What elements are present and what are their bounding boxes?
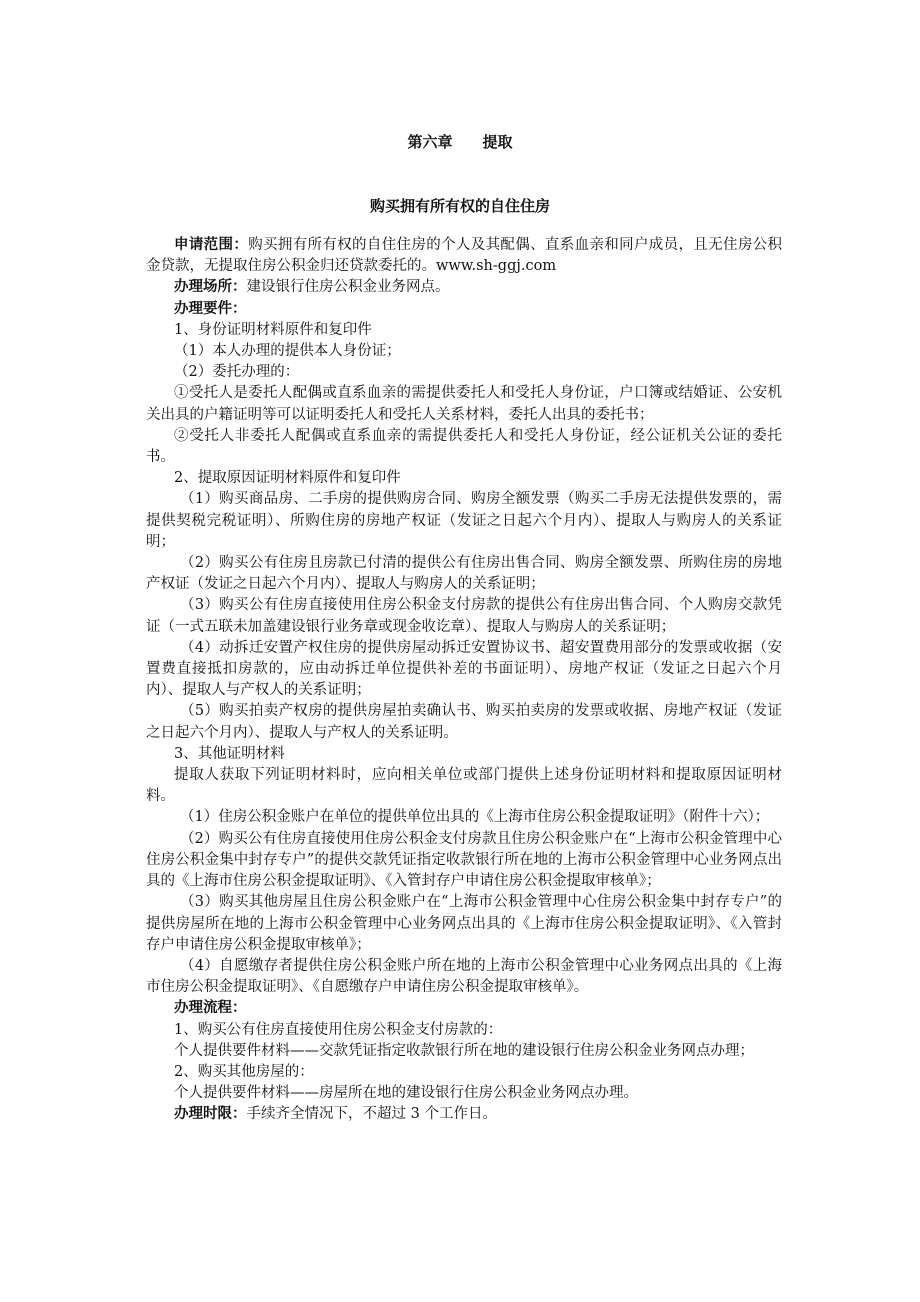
process-step2-text: 个人提供要件材料——房屋所在地的建设银行住房公积金业务网点办理。 <box>174 1085 638 1102</box>
other-item-3: （3）购买其他房屋且住房公积金账户在“上海市公积金管理中心住房公积金集中封存专户”的提供房屋所在地的上海市公积金管理中心业务网点出具的《上海市住房公积金提取证明》、《入管封存户申请住房公积金提取审核单》； <box>146 894 782 953</box>
id-entrust-b: ②受托人非委托人配偶或直系血亲的需提供委托人和受托人身份证，经公证机关公证的委托书。 <box>146 427 782 466</box>
id-entrust: （2）委托办理的： <box>174 364 300 381</box>
scope-paragraph <box>146 235 782 277</box>
time-limit-paragraph <box>146 1104 782 1125</box>
document-body <box>146 235 782 1126</box>
id-self: （1）本人办理的提供本人身份证； <box>174 343 401 360</box>
reason-item-3: （3）购买公有住房直接使用住房公积金支付房款的提供公有住房出售合同、个人购房交款凭证（一式五联未加盖建设银行业务章或现金收讫章）、提取人与购房人的关系证明； <box>146 597 782 635</box>
process-step1-text: 个人提供要件材料——交款凭证指定收款银行所在地的建设银行住房公积金业务网点办理； <box>174 1042 754 1059</box>
chapter-number: 第六章 <box>407 133 453 151</box>
time-limit-label: 办理时限： <box>174 1106 247 1123</box>
id-heading: 1、身份证明材料原件和复印件 <box>174 321 372 338</box>
scope-text: 购买拥有所有权的自住住房的个人及其配偶、直系血亲和同户成员，且无住房公积金贷款，无提取住房公积金归还贷款委托的。www.sh-ggj.com <box>146 237 782 275</box>
reason-item-2: （2）购买公有住房且房款已付清的提供公有住房出售合同、购房全额发票、所购住房的房地产权证（发证之日起六个月内）、提取人与购房人的关系证明； <box>146 555 782 593</box>
process-step1-heading: 1、购买公有住房直接使用住房公积金支付房款的： <box>174 1021 503 1038</box>
chapter-title: 提取 <box>482 133 513 151</box>
other-item-1: （1）住房公积金账户在单位的提供单位出具的《上海市住房公积金提取证明》（附件十六）； <box>180 809 770 826</box>
requirements-label: 办理要件： <box>174 300 247 317</box>
other-item-4: （4）自愿缴存者提供住房公积金账户所在地的上海市公积金管理中心业务网点出具的《上海市住房公积金提取证明》、《自愿缴存户申请住房公积金提取审核单》。 <box>146 957 782 996</box>
process-label: 办理流程： <box>174 1000 247 1017</box>
other-heading: 3、其他证明材料 <box>174 745 285 762</box>
scope-label: 申请范围： <box>174 237 249 253</box>
process-step2-heading: 2、购买其他房屋的： <box>174 1063 314 1080</box>
place-label: 办理场所： <box>174 279 247 296</box>
place-paragraph <box>146 277 782 298</box>
id-entrust-a: ①受托人是委托人配偶或直系血亲的需提供委托人和受托人身份证，户口簿或结婚证、公安机关出具的户籍证明等可以证明委托人和受托人关系材料，委托人出具的委托书； <box>146 385 782 423</box>
reason-heading: 2、提取原因证明材料原件和复印件 <box>174 470 401 487</box>
section-title: 购买拥有所有权的自住住房 <box>369 197 550 215</box>
reason-item-5: （5）购买拍卖产权房的提供房屋拍卖确认书、购买拍卖房的发票或收据、房地产权证（发证之日起六个月内）、提取人与产权人的关系证明。 <box>146 703 782 741</box>
other-intro: 提取人获取下列证明材料时，应向相关单位或部门提供上述身份证明材料和提取原因证明材料。 <box>146 767 782 805</box>
other-item-2: （2）购买公有住房直接使用住房公积金支付房款且住房公积金账户在“上海市公积金管理中心住房公积金集中封存专户”的提供交款凭证指定收款银行所在地的上海市公积金管理中心业务网点出具的《上海市住房公积金提取证明》、《入管封存户申请住房公积金提取审核单》； <box>146 830 782 890</box>
chapter-heading <box>0 131 920 152</box>
reason-item-4: （4）动拆迁安置产权住房的提供房屋动拆迁安置协议书、超安置费用部分的发票或收据（安置费直接抵扣房款的，应由动拆迁单位提供补差的书面证明）、房地产权证（发证之日起六个月内）、提取人与产权人的关系证明； <box>146 639 782 699</box>
place-text: 建设银行住房公积金业务网点。 <box>246 279 450 296</box>
reason-item-1: （1）购买商品房、二手房的提供购房合同、购房全额发票（购买二手房无法提供发票的，需提供契税完税证明）、所购住房的房地产权证（发证之日起六个月内）、提取人与购房人的关系证明； <box>146 491 782 550</box>
time-limit-text: 手续齐全情况下，不超过 3 个工作日。 <box>246 1106 497 1123</box>
